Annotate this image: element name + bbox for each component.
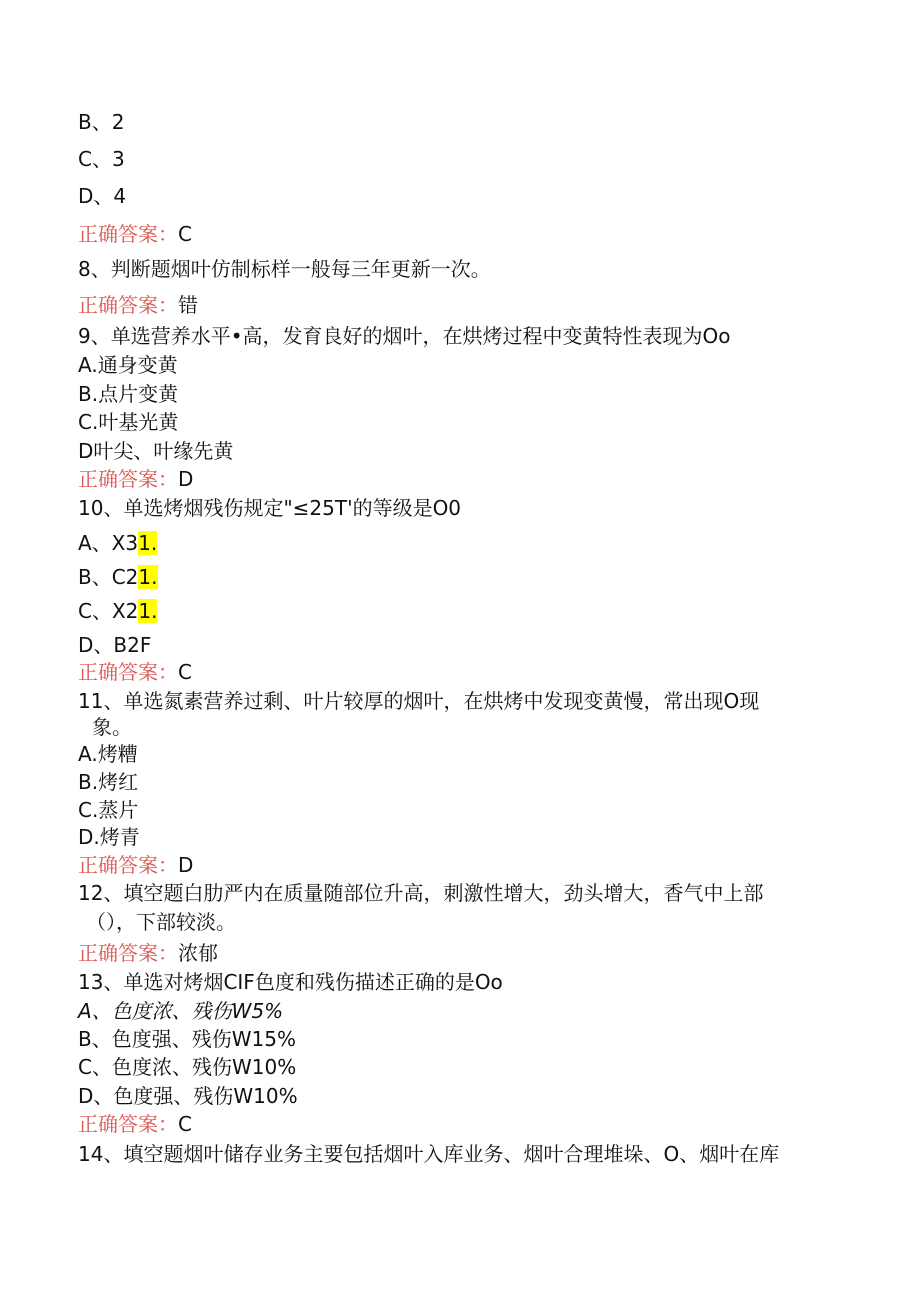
q14-question: 14、填空题烟叶储存业务主要包括烟叶入库业务、烟叶合理堆垛、O、烟叶在库: [78, 1142, 780, 1166]
q9-option-b: B.点片变黄: [78, 382, 179, 406]
q13-option-a: A、色度浓、残伤W5%: [78, 999, 284, 1023]
q11-answer: [78, 852, 193, 878]
answer-value: 错: [178, 293, 198, 317]
q8-answer: [78, 292, 198, 318]
q9-option-a: A.通身变黄: [78, 353, 178, 377]
option-text: C、X2: [78, 599, 139, 623]
q7-answer: [78, 221, 192, 247]
q10-option-d: D、B2F: [78, 633, 152, 657]
q10-option-b: [78, 564, 158, 590]
q12-answer: [78, 940, 218, 966]
q11-option-c: C.蒸片: [78, 798, 139, 822]
q13-option-d: D、色度强、残伤W10%: [78, 1084, 298, 1108]
answer-label: 正确答案：: [78, 1112, 178, 1136]
q13-question: 13、单选对烤烟CIF色度和残伤描述正确的是Oo: [78, 970, 503, 994]
option-text: B、C2: [78, 565, 139, 589]
answer-label: 正确答案：: [78, 222, 178, 246]
answer-label: 正确答案：: [78, 660, 178, 684]
q7-option-b: B、2: [78, 110, 125, 134]
q9-question: 9、单选营养水平•高，发育良好的烟叶，在烘烤过程中变黄特性表现为Oo: [78, 324, 731, 348]
answer-value: D: [178, 853, 194, 877]
q13-answer: [78, 1111, 192, 1137]
answer-value: C: [178, 1112, 192, 1136]
q11-option-b: B.烤红: [78, 770, 139, 794]
option-text: A、X3: [78, 531, 139, 555]
answer-value: C: [178, 222, 192, 246]
q13-option-b: B、色度强、残伤W15%: [78, 1027, 296, 1051]
q12-question-cont: （），下部较淡。: [86, 910, 236, 934]
q10-option-a: [78, 530, 157, 556]
q9-answer: [78, 466, 193, 492]
q10-option-c: [78, 598, 157, 624]
q9-option-d: D叶尖、叶缘先黄: [78, 439, 234, 463]
q11-option-d: D.烤青: [78, 825, 140, 849]
q13-option-c: C、色度浓、残伤W10%: [78, 1055, 297, 1079]
q10-question: 10、单选烤烟残伤规定"≤25T'的等级是O0: [78, 496, 462, 520]
answer-label: 正确答案：: [78, 467, 178, 491]
answer-label: 正确答案：: [78, 853, 178, 877]
answer-value: D: [178, 467, 194, 491]
q11-question-cont: 象。: [92, 715, 132, 739]
answer-label: 正确答案：: [78, 941, 178, 965]
answer-label: 正确答案：: [78, 293, 178, 317]
q8-question: 8、判断题烟叶仿制标样一般每三年更新一次。: [78, 257, 491, 281]
highlight-mark: 1.: [138, 531, 158, 555]
q10-answer: [78, 659, 192, 685]
q12-question: 12、填空题白肋严内在质量随部位升高，刺激性增大，劲头增大，香气中上部: [78, 881, 764, 905]
answer-value: C: [178, 660, 192, 684]
q7-option-d: D、4: [78, 184, 127, 208]
highlight-mark: 1.: [138, 565, 158, 589]
q7-option-c: C、3: [78, 147, 125, 171]
highlight-mark: 1.: [138, 599, 158, 623]
q11-question: 11、单选氮素营养过剩、叶片较厚的烟叶，在烘烤中发现变黄慢，常出现O现: [78, 689, 760, 713]
q9-option-c: C.叶基光黄: [78, 410, 179, 434]
q11-option-a: A.烤糟: [78, 742, 138, 766]
answer-value: 浓郁: [178, 941, 218, 965]
